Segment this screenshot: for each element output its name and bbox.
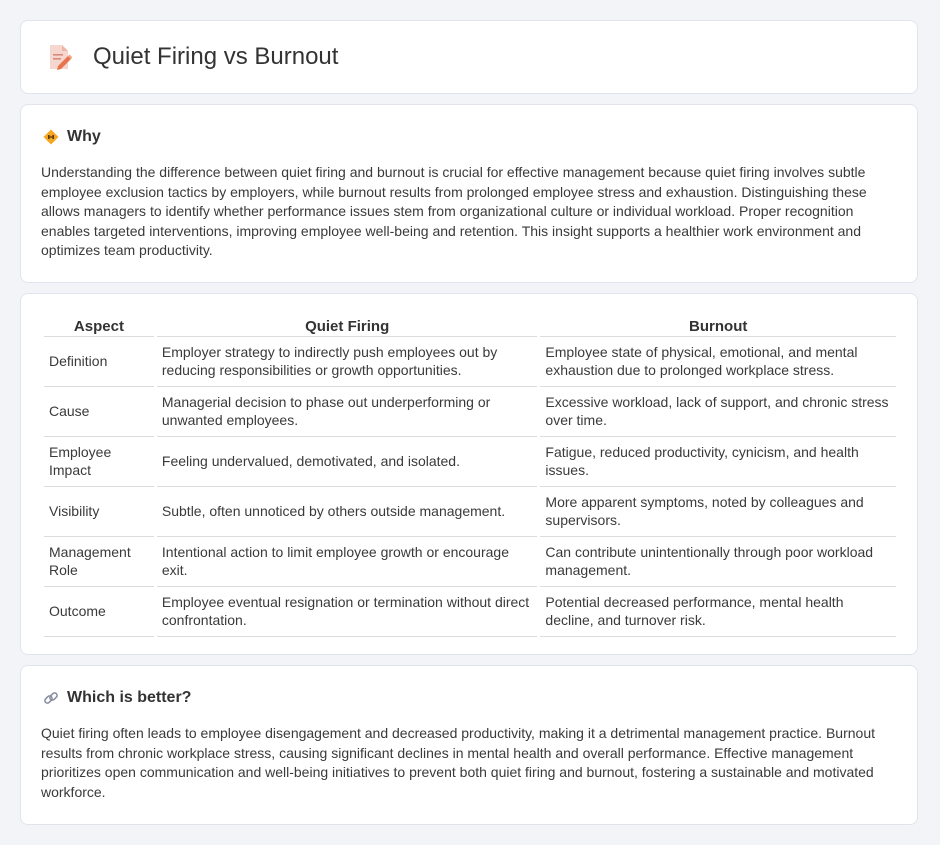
table-row [44,487,896,537]
table-row [44,537,896,587]
quiet-firing-cell: Intentional action to limit employee growth or encourage exit. [157,537,538,587]
burnout-cell: More apparent symptoms, noted by colleagues and supervisors. [540,487,896,537]
diamond-sign-icon [43,129,59,145]
table-row [44,337,896,387]
burnout-cell: Employee state of physical, emotional, and mental exhaustion due to prolonged workplace stress. [540,337,896,387]
aspect-cell: Management Role [44,537,154,587]
which-is-better-title: Which is better? [67,689,192,706]
table-row [44,437,896,487]
header-quiet-firing: Quiet Firing [157,314,538,337]
header-burnout: Burnout [540,314,896,337]
quiet-firing-cell: Subtle, often unnoticed by others outside management. [157,487,538,537]
burnout-cell: Excessive workload, lack of support, and chronic stress over time. [540,387,896,437]
why-section [20,104,918,283]
table-header-row [44,314,896,337]
aspect-cell: Outcome [44,587,154,637]
why-title: Why [67,128,101,145]
quiet-firing-cell: Managerial decision to phase out underperforming or unwanted employees. [157,387,538,437]
comparison-table-card [20,293,918,655]
burnout-cell: Can contribute unintentionally through poor workload management. [540,537,896,587]
page-title: Quiet Firing vs Burnout [93,43,339,70]
burnout-cell: Potential decreased performance, mental health decline, and turnover risk. [540,587,896,637]
which-is-better-text: Quiet firing often leads to employee disengagement and decreased productivity, making it a detrimental management practice. Burnout results from chronic workplace stress, causing significant declines in mental health and overall performance. Effective management prioritizes open communication and well-being initiatives to prevent both quiet firing and burnout, fostering a sustainable and motivated workforce. [41,725,875,800]
table-row [44,587,896,637]
link-icon [43,690,59,706]
quiet-firing-cell: Feeling undervalued, demotivated, and isolated. [157,437,538,487]
comparison-table [41,314,899,637]
header-aspect: Aspect [44,314,154,337]
quiet-firing-cell: Employee eventual resignation or termination without direct confrontation. [157,587,538,637]
aspect-cell: Visibility [44,487,154,537]
which-is-better-section [20,665,918,825]
table-row [44,387,896,437]
quiet-firing-cell: Employer strategy to indirectly push employees out by reducing responsibilities or growth opportunities. [157,337,538,387]
header-card [20,20,918,94]
document-pencil-icon [46,43,72,71]
burnout-cell: Fatigue, reduced productivity, cynicism, and health issues. [540,437,896,487]
aspect-cell: Cause [44,387,154,437]
aspect-cell: Definition [44,337,154,387]
aspect-cell: Employee Impact [44,437,154,487]
why-text: Understanding the difference between quiet firing and burnout is crucial for effective management because quiet firing involves subtle employee exclusion tactics by employers, while burnout results from prolonged employee stress and exhaustion. Distinguishing these allows managers to identify whether performance issues stem from organizational culture or individual workload. Proper recognition enables targeted interventions, improving employee well-being and retention. This insight supports a healthier work environment and optimizes team productivity. [41,164,867,259]
